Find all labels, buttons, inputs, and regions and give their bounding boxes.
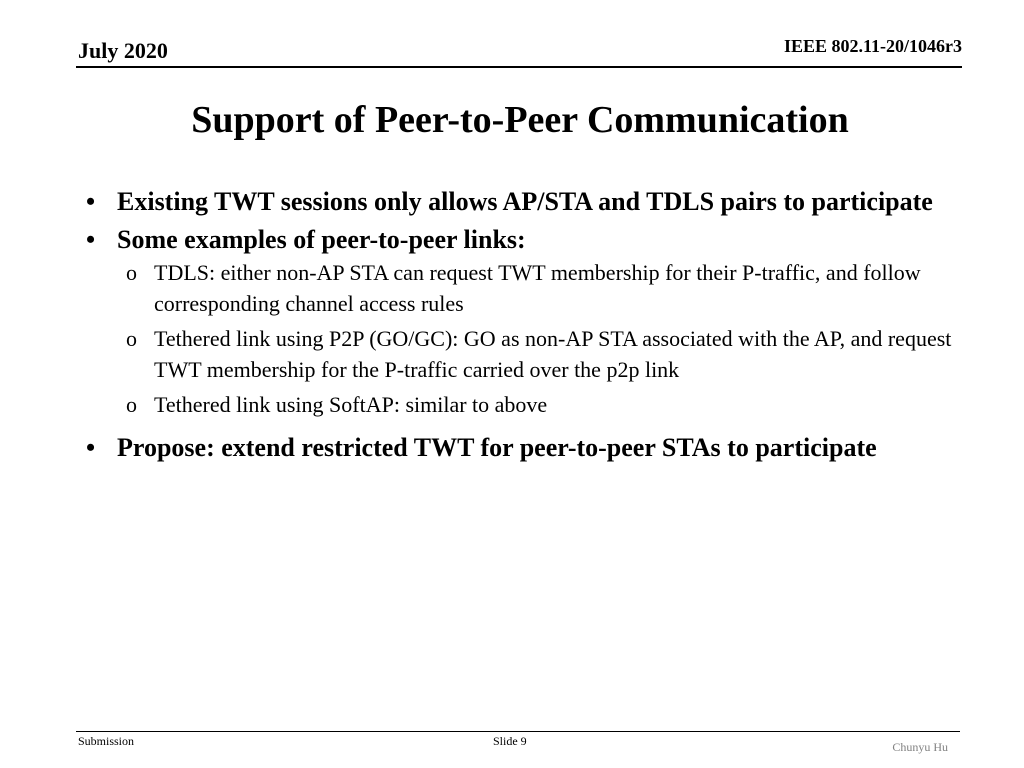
sub-bullet-item (126, 323, 986, 385)
sub-bullet-list (126, 257, 986, 420)
footer-submission: Submission (78, 734, 135, 748)
circle-bullet-icon: o (126, 392, 137, 417)
bullet-item (86, 184, 986, 219)
bullet-dot-icon: • (86, 225, 96, 254)
circle-bullet-icon: o (126, 260, 137, 285)
slide-body (86, 184, 986, 465)
bullet-text: Existing TWT sessions only allows AP/STA and TDLS pairs to participate (117, 187, 933, 216)
sub-bullet-text: Tethered link using P2P (GO/GC): GO as non-AP STA associated with the AP, and request TWT membership for the P-traffic carried over the p2p link (154, 326, 952, 382)
document-id: IEEE 802.11-20/1046r3 (783, 36, 962, 56)
slide-number: Slide 9 (493, 734, 527, 748)
bullet-dot-icon: • (86, 187, 96, 216)
bullet-item (86, 222, 986, 257)
bullet-item (86, 430, 986, 465)
footer-divider (76, 731, 960, 732)
header-divider (76, 66, 962, 68)
slide-title: Support of Peer-to-Peer Communication (191, 99, 849, 141)
bullet-dot-icon: • (86, 433, 96, 462)
sub-bullet-text: Tethered link using SoftAP: similar to above (154, 392, 548, 417)
sub-bullet-item (126, 257, 986, 319)
bullet-text: Some examples of peer-to-peer links: (117, 225, 526, 254)
sub-bullet-item (126, 389, 986, 420)
circle-bullet-icon: o (126, 326, 137, 351)
sub-bullet-text: TDLS: either non-AP STA can request TWT membership for their P-traffic, and follow corresponding channel access rules (154, 260, 921, 316)
bullet-text: Propose: extend restricted TWT for peer-to-peer STAs to participate (117, 433, 877, 462)
header-date: July 2020 (78, 38, 168, 63)
footer-author: Chunyu Hu (892, 740, 948, 754)
